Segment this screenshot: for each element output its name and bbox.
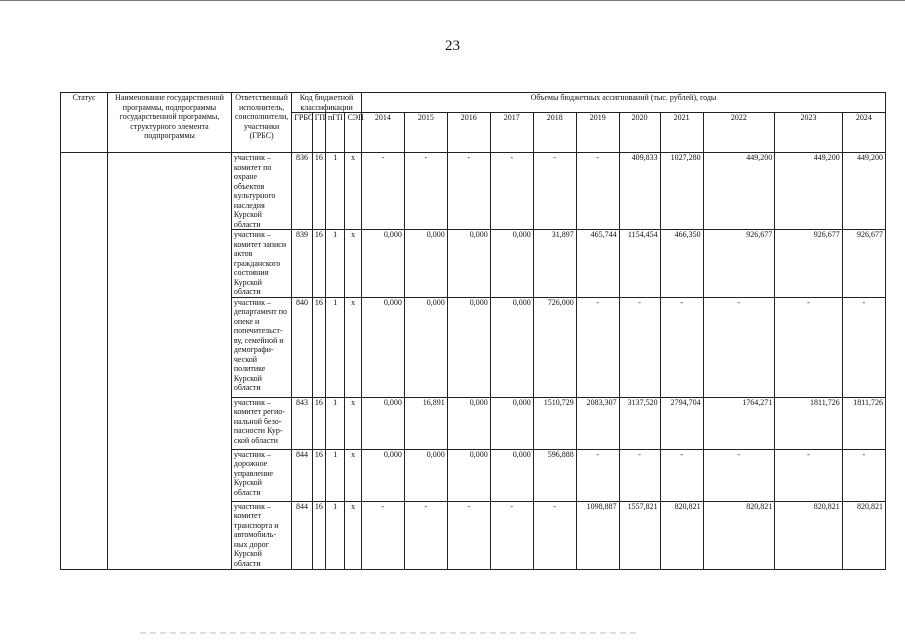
value-cell: 1027,280 xyxy=(660,153,703,230)
code-cell: 1 xyxy=(326,449,345,501)
value-cell: 0,000 xyxy=(361,449,404,501)
code-cell: х xyxy=(345,230,361,298)
header-name: Наименование государственной программы, подпрограммы государственной программы, структурного элемента подпрограммы xyxy=(108,93,232,153)
value-cell: - xyxy=(842,449,885,501)
value-cell: 0,000 xyxy=(447,230,490,298)
value-cell: - xyxy=(576,297,619,397)
value-cell: 820,821 xyxy=(775,501,843,569)
value-cell: 1557,821 xyxy=(619,501,660,569)
executor-cell: участник – дорожное управление Курской области xyxy=(231,449,291,501)
header-executor: Ответственный исполнитель, соисполнители, участники (ГРБС) xyxy=(231,93,291,153)
value-cell: - xyxy=(490,153,533,230)
value-cell: 0,000 xyxy=(361,397,404,449)
value-cell: - xyxy=(404,501,447,569)
code-cell: 843 xyxy=(292,397,312,449)
value-cell: - xyxy=(619,297,660,397)
value-cell: - xyxy=(703,449,775,501)
value-cell: - xyxy=(447,153,490,230)
value-cell: 820,821 xyxy=(660,501,703,569)
value-cell: 926,677 xyxy=(842,230,885,298)
code-cell: х xyxy=(345,449,361,501)
value-cell: 409,833 xyxy=(619,153,660,230)
value-cell: - xyxy=(447,501,490,569)
code-cell: 16 xyxy=(312,397,325,449)
executor-cell: участник – комитет регио-нальной безо-пасности Кур-ской области xyxy=(231,397,291,449)
value-cell: - xyxy=(490,501,533,569)
value-cell: 926,677 xyxy=(775,230,843,298)
value-cell: - xyxy=(533,153,576,230)
code-cell: х xyxy=(345,501,361,569)
code-cell: 16 xyxy=(312,230,325,298)
value-cell: 16,891 xyxy=(404,397,447,449)
code-cell: х xyxy=(345,153,361,230)
value-cell: - xyxy=(703,297,775,397)
code-cell: 16 xyxy=(312,449,325,501)
value-cell: 0,000 xyxy=(447,297,490,397)
name-cell xyxy=(108,153,232,570)
footer-scan-artifact xyxy=(140,632,640,634)
executor-cell: участник – комитет записи актов гражданского состояния Курской области xyxy=(231,230,291,298)
header-volumes: Объемы бюджетных ассигнований (тыс. рублей), годы xyxy=(361,93,885,113)
code-cell: 16 xyxy=(312,297,325,397)
value-cell: 820,821 xyxy=(703,501,775,569)
value-cell: 1154,454 xyxy=(619,230,660,298)
code-cell: х xyxy=(345,397,361,449)
value-cell: - xyxy=(533,501,576,569)
value-cell: 596,888 xyxy=(533,449,576,501)
value-cell: 0,000 xyxy=(447,397,490,449)
value-cell: - xyxy=(619,449,660,501)
value-cell: 0,000 xyxy=(490,297,533,397)
value-cell: 0,000 xyxy=(404,297,447,397)
value-cell: 465,744 xyxy=(576,230,619,298)
value-cell: 1764,271 xyxy=(703,397,775,449)
value-cell: 31,897 xyxy=(533,230,576,298)
code-cell: 844 xyxy=(292,501,312,569)
value-cell: 0,000 xyxy=(404,230,447,298)
value-cell: - xyxy=(842,297,885,397)
code-cell: 1 xyxy=(326,230,345,298)
value-cell: - xyxy=(660,449,703,501)
value-cell: 0,000 xyxy=(490,230,533,298)
value-cell: 449,200 xyxy=(703,153,775,230)
value-cell: - xyxy=(775,449,843,501)
value-cell: 449,200 xyxy=(775,153,843,230)
header-budget-code: Код бюджетной классификации xyxy=(292,93,362,113)
header-year: 2022 xyxy=(703,113,775,153)
value-cell: 1811,726 xyxy=(842,397,885,449)
code-cell: 1 xyxy=(326,153,345,230)
code-cell: 1 xyxy=(326,501,345,569)
header-year: 2016 xyxy=(447,113,490,153)
executor-cell: участник – комитет по охране объектов культурного наследия Курской области xyxy=(231,153,291,230)
header-code-sep: СЭП xyxy=(345,113,361,153)
value-cell: - xyxy=(361,501,404,569)
value-cell: 726,000 xyxy=(533,297,576,397)
code-cell: х xyxy=(345,297,361,397)
code-cell: 836 xyxy=(292,153,312,230)
top-rule xyxy=(0,0,905,1)
header-year: 2020 xyxy=(619,113,660,153)
code-cell: 1 xyxy=(326,297,345,397)
table-row xyxy=(61,153,886,230)
code-cell: 16 xyxy=(312,153,325,230)
header-year: 2021 xyxy=(660,113,703,153)
value-cell: - xyxy=(576,449,619,501)
value-cell: - xyxy=(576,153,619,230)
code-cell: 844 xyxy=(292,449,312,501)
code-cell: 16 xyxy=(312,501,325,569)
value-cell: - xyxy=(404,153,447,230)
value-cell: 820,821 xyxy=(842,501,885,569)
value-cell: 3137,520 xyxy=(619,397,660,449)
header-year: 2014 xyxy=(361,113,404,153)
code-cell: 840 xyxy=(292,297,312,397)
header-year: 2019 xyxy=(576,113,619,153)
code-cell: 839 xyxy=(292,230,312,298)
value-cell: - xyxy=(361,153,404,230)
header-year: 2023 xyxy=(775,113,843,153)
value-cell: 466,350 xyxy=(660,230,703,298)
value-cell: - xyxy=(775,297,843,397)
header-code-grbs: ГРБС xyxy=(292,113,312,153)
budget-table xyxy=(60,92,886,570)
header-code-gp: ГП xyxy=(312,113,325,153)
header-year: 2024 xyxy=(842,113,885,153)
header-year: 2018 xyxy=(533,113,576,153)
header-year: 2017 xyxy=(490,113,533,153)
value-cell: 0,000 xyxy=(490,397,533,449)
value-cell: 1811,726 xyxy=(775,397,843,449)
value-cell: 926,677 xyxy=(703,230,775,298)
value-cell: 449,200 xyxy=(842,153,885,230)
value-cell: 1098,887 xyxy=(576,501,619,569)
code-cell: 1 xyxy=(326,397,345,449)
value-cell: 0,000 xyxy=(361,297,404,397)
table-body xyxy=(61,153,886,570)
value-cell: 0,000 xyxy=(404,449,447,501)
page-number: 23 xyxy=(445,38,460,54)
value-cell: 0,000 xyxy=(490,449,533,501)
value-cell: 2083,307 xyxy=(576,397,619,449)
value-cell: 1510,729 xyxy=(533,397,576,449)
status-cell xyxy=(61,153,108,570)
executor-cell: участник – департамент по опеке и попечительст-ву, семейной и демографи-ческой политике Курской области xyxy=(231,297,291,397)
executor-cell: участник – комитет транспорта и автомобиль-ных дорог Курской области xyxy=(231,501,291,569)
value-cell: 0,000 xyxy=(361,230,404,298)
value-cell: - xyxy=(660,297,703,397)
header-year: 2015 xyxy=(404,113,447,153)
header-code-pgp: пГП xyxy=(326,113,345,153)
table-header xyxy=(61,93,886,153)
header-status: Статус xyxy=(61,93,108,153)
value-cell: 2794,704 xyxy=(660,397,703,449)
value-cell: 0,000 xyxy=(447,449,490,501)
